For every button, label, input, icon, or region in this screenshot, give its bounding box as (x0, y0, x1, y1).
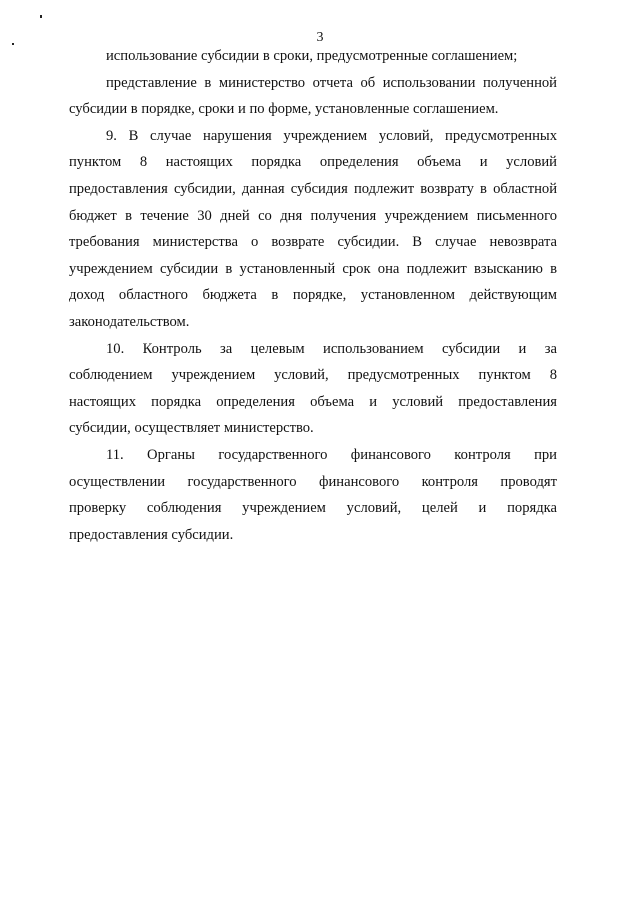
text-line: законодательством. (69, 313, 190, 330)
paragraph (69, 70, 557, 123)
text-line: предоставления субсидии, данная субсидия подлежит возврату в областной (69, 180, 557, 197)
paragraph-9 (69, 123, 557, 336)
text-line: использование субсидии в сроки, предусмотренные соглашением; (106, 48, 518, 64)
text-line: 11. Органы государственного финансового контроля при (106, 446, 557, 463)
scan-speck (40, 15, 42, 18)
text-line: представление в министерство отчета об использовании полученной (106, 74, 557, 91)
scan-speck (12, 43, 14, 45)
page-number: 3 (316, 30, 324, 45)
text-line: субсидии в порядке, сроки и по форме, установленные соглашением. (69, 101, 499, 118)
text-line: доход областного бюджета в порядке, установленном действующим (69, 287, 557, 304)
paragraph-10 (69, 336, 557, 442)
text-line: соблюдением учреждением условий, предусмотренных пунктом 8 (69, 367, 557, 384)
text-line: настоящих порядка определения объема и условий предоставления (69, 393, 557, 410)
text-line: предоставления субсидии. (69, 526, 234, 543)
paragraph-11 (69, 442, 557, 548)
document-body (69, 43, 557, 548)
text-line: учреждением субсидии в установленный срок она подлежит взысканию в (69, 260, 557, 277)
text-line: пунктом 8 настоящих порядка определения объема и условий (69, 154, 557, 171)
text-line: проверку соблюдения учреждением условий, целей и порядка (69, 500, 557, 517)
text-line: 10. Контроль за целевым использованием субсидии и за (106, 340, 557, 357)
text-line: субсидии, осуществляет министерство. (69, 420, 314, 437)
paragraph (69, 43, 557, 70)
text-line: 9. В случае нарушения учреждением условий, предусмотренных (106, 127, 557, 144)
text-line: бюджет в течение 30 дней со дня получения учреждением письменного (69, 207, 557, 224)
text-line: требования министерства о возврате субсидии. В случае невозврата (69, 234, 557, 251)
text-line: осуществлении государственного финансового контроля проводят (69, 473, 557, 490)
